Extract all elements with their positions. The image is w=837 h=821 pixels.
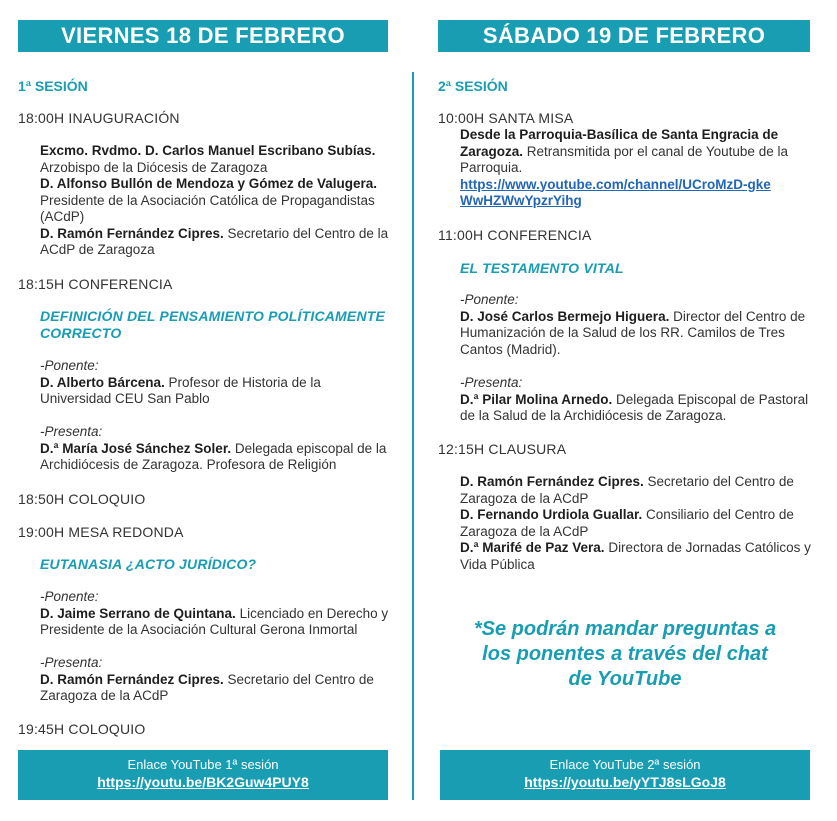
speaker-name: Excmo. Rvdmo. D. Carlos Manuel Escribano Subías. — [40, 143, 376, 158]
mass-desc: Retransmitida por el canal de Youtube de la Parroquia. — [460, 143, 788, 175]
presenta-label: -Presenta: — [40, 655, 103, 670]
speaker-name: D.ª Marifé de Paz Vera. — [460, 540, 605, 555]
footer-label: Enlace YouTube 2ª sesión — [549, 757, 701, 772]
conference-2-time: 11:00H CONFERENCIA — [438, 227, 592, 243]
speaker-name: D. Ramón Fernández Cipres. — [40, 671, 224, 687]
speaker-desc: Licenciado en Derecho y Presidente de la Asociación Cultural Gerona Inmortal — [40, 605, 389, 637]
speaker-name: D.ª María José Sánchez Soler. — [40, 440, 232, 456]
youtube-link-2[interactable]: https://youtu.be/yYTJ8sLGoJ8 — [524, 774, 726, 790]
round-table-ponente — [40, 589, 390, 639]
friday-header: VIERNES 18 DE FEBRERO — [18, 20, 388, 52]
conference-1-title: DEFINICIÓN DEL PENSAMIENTO POLÍTICAMENTE CORRECTO — [40, 308, 386, 341]
speaker-name: D. Alberto Bárcena. — [40, 374, 165, 390]
speaker-name: D. José Carlos Bermejo Higuera. — [460, 308, 670, 324]
speaker-desc: Arzobispo de la Diócesis de Zaragoza — [40, 159, 268, 175]
speaker-desc: Secretario del Centro de Zaragoza de la ACdP — [460, 474, 794, 506]
mass-place: Desde la Parroquia-Basílica de Santa Engracia de Zaragoza. — [460, 127, 779, 159]
speaker-desc: Consiliario del Centro de Zaragoza de la ACdP — [460, 507, 794, 539]
presenta-label: -Presenta: — [460, 375, 523, 390]
footer-session-1 — [18, 750, 388, 800]
footer-session-2 — [440, 750, 810, 800]
conference-2-ponente — [460, 292, 815, 358]
speaker-desc: Delegada Episcopal de Pastoral de la Salud de la Archidiócesis de Zaragoza. — [460, 391, 809, 423]
speaker-name: D. Ramón Fernández Cipres. — [460, 474, 644, 489]
round-table-presenta — [40, 655, 390, 705]
conference-1-presenta — [40, 424, 390, 474]
speaker-name: D.ª Pilar Molina Arnedo. — [460, 391, 613, 407]
presenta-label: -Presenta: — [40, 424, 103, 439]
youtube-link-1[interactable]: https://youtu.be/BK2Guw4PUY8 — [97, 774, 309, 790]
inauguration-time: 18:00H INAUGURACIÓN — [18, 110, 180, 126]
coloquio-2-time: 19:45H COLOQUIO — [18, 721, 146, 737]
speaker-desc: Presidente de la Asociación Católica de Propagandistas (ACdP) — [40, 192, 375, 224]
closing-time: 12:15H CLAUSURA — [438, 441, 567, 457]
speaker-desc: Delegada episcopal de la Archidiócesis de Zaragoza. Profesora de Religión — [40, 440, 387, 472]
coloquio-1-time: 18:50H COLOQUIO — [18, 491, 146, 507]
speaker-name: D. Fernando Urdiola Guallar. — [460, 507, 643, 522]
footer-label: Enlace YouTube 1ª sesión — [127, 757, 279, 772]
mass-details — [460, 127, 815, 210]
speaker-desc: Secretario del Centro de Zaragoza de la ACdP — [40, 671, 374, 703]
speaker-desc: Director del Centro de Humanización de la Salud de los RR. Camilos de Tres Cantos (Madrid). — [460, 308, 806, 357]
conference-2-title: EL TESTAMENTO VITAL — [460, 260, 624, 276]
speaker-name: D. Ramón Fernández Cipres. — [40, 225, 224, 241]
mass-time: 10:00H SANTA MISA — [438, 110, 574, 126]
closing-speakers — [460, 474, 815, 573]
speaker-name: D. Jaime Serrano de Quintana. — [40, 605, 236, 621]
ponente-label: -Ponente: — [40, 589, 99, 604]
round-table-title: EUTANASIA ¿ACTO JURÍDICO? — [40, 556, 257, 572]
ponente-label: -Ponente: — [40, 358, 99, 373]
conference-2-presenta — [460, 375, 815, 425]
inauguration-speakers — [40, 143, 390, 259]
column-divider — [412, 72, 414, 800]
conference-1-time: 18:15H CONFERENCIA — [18, 276, 173, 292]
speaker-desc: Secretario del Centro de la ACdP de Zaragoza — [40, 225, 389, 257]
saturday-header: SÁBADO 19 DE FEBRERO — [438, 20, 810, 52]
conference-1-ponente — [40, 358, 390, 408]
session-2-title: 2ª SESIÓN — [438, 78, 508, 94]
speaker-name: D. Alfonso Bullón de Mendoza y Gómez de Valugera. — [40, 176, 378, 191]
ponente-label: -Ponente: — [460, 292, 519, 307]
parish-youtube-link[interactable]: https://www.youtube.com/channel/UCroMzD-gkeWwHZWwYpzrYihg — [460, 176, 771, 208]
speaker-desc: Profesor de Historia de la Universidad CEU San Pablo — [40, 374, 321, 406]
round-table-time: 19:00H MESA REDONDA — [18, 524, 184, 540]
session-1-title: 1ª SESIÓN — [18, 78, 88, 94]
questions-note: *Se podrán mandar preguntas a los ponentes a través del chat de YouTube — [473, 618, 777, 690]
speaker-desc: Directora de Jornadas Católicos y Vida Pública — [460, 540, 811, 572]
